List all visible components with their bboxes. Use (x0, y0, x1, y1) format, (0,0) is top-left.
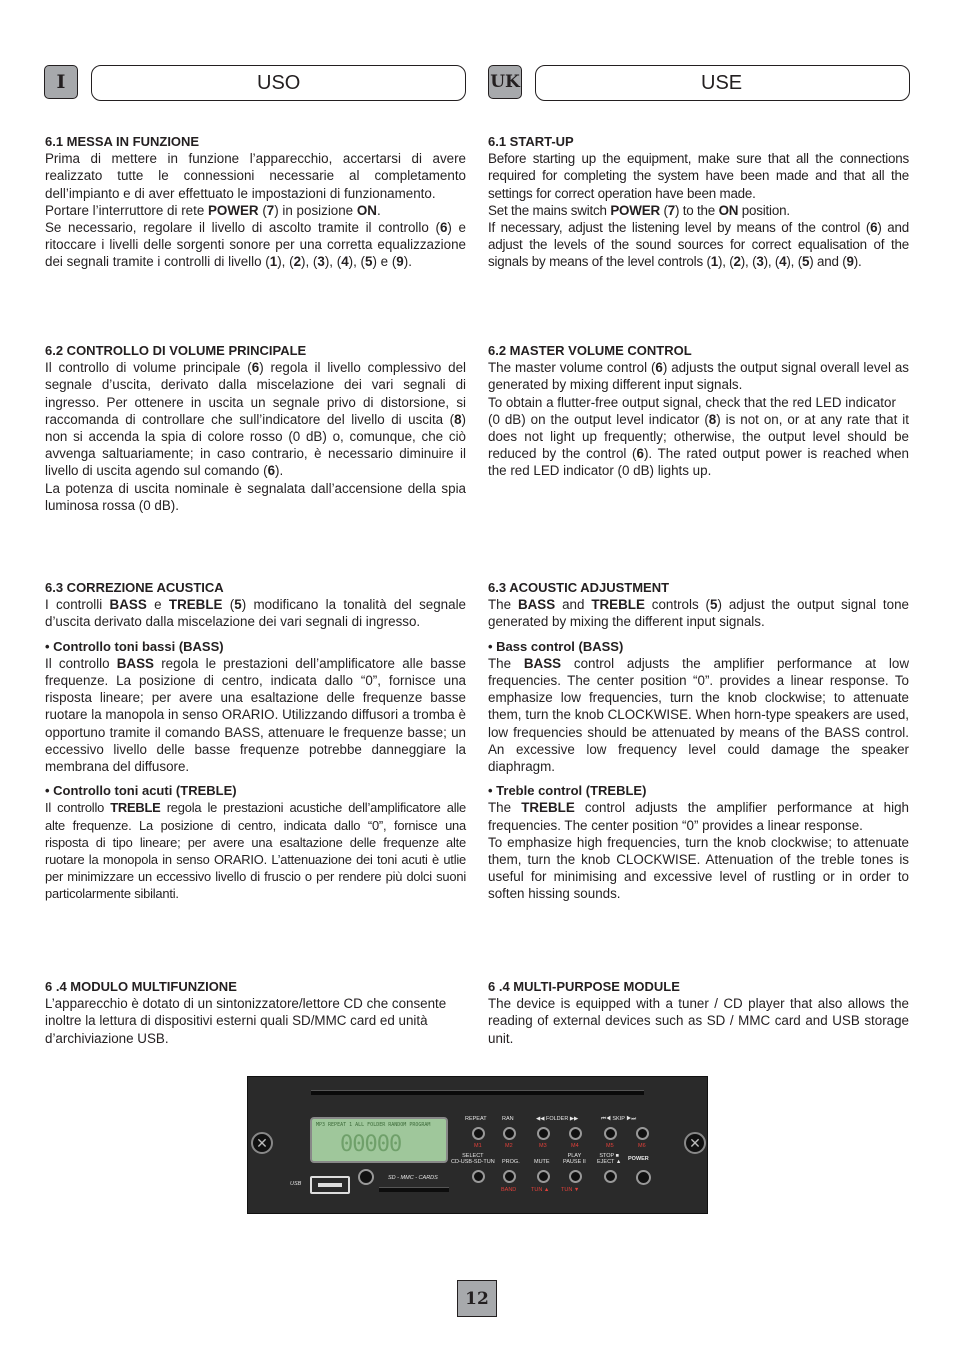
skip-label: ⏮◀ SKIP ▶⏭ (601, 1116, 637, 1122)
aux-knob (358, 1169, 374, 1185)
lcd-indicators: MP3 REPEAT 1 ALL FOLDER RANDOM PROGRAM (316, 1122, 431, 1128)
screw-left-icon: ✕ (251, 1132, 273, 1154)
repeat-label: REPEAT (465, 1116, 487, 1122)
memory-label-3: M3 (539, 1143, 547, 1149)
prog-button (503, 1170, 516, 1183)
folder-next-button (569, 1127, 582, 1140)
stop-eject-button (604, 1170, 617, 1183)
language-badge-it: I (44, 65, 78, 99)
tune-up-label: TUN ▲ (531, 1187, 550, 1193)
heading-6-2-it: 6.2 CONTROLLO DI VOLUME PRINCIPALE (45, 343, 307, 358)
band-label: BAND (501, 1187, 517, 1193)
treble-paragraph-en: The TREBLE control adjusts the amplifier performance at high frequencies. The center position “0” provides a linear response. To emphasize high frequencies, turn the knob clockwise; to attenuate them, turn the knob CLOCKWISE. Attenuation of the treble tones is useful for minimising and excessive level of rustling or in order to soften hissing sounds. (488, 800, 909, 902)
lcd-display (310, 1117, 448, 1163)
play-pause-label: PLAY PAUSE II (563, 1153, 586, 1165)
cd-slot (311, 1090, 644, 1095)
memory-label-6: M6 (638, 1143, 646, 1149)
sd-card-label: SD - MMC - CARDS (388, 1175, 438, 1181)
tune-down-label: TUN ▼ (561, 1187, 580, 1193)
paragraph-6-2-it: Il controllo di volume principale (6) regola il livello complessivo del segnale d’uscita, derivato dalla miscelazione dei vari segnali di ingresso. Per ottenere in uscita un segnale privo di distorsione, si raccomanda di controllare che sull’indicatore del livello di uscita (8) non si accenda la spia di colore rosso (0 dB) o, comunque, che ciò avvenga saltuariamente; in caso contrario, è necessario diminuire il livello di uscita agendo sul comando (6). La potenza di uscita nominale è segnalata dall’accensione della spia luminosa rossa (0 dB). (45, 360, 466, 513)
heading-6-2-en: 6.2 MASTER VOLUME CONTROL (488, 343, 692, 358)
random-button (503, 1127, 516, 1140)
section-title-it: USO (91, 65, 466, 101)
treble-title-en: • Treble control (TREBLE) (488, 783, 647, 799)
skip-next-button (636, 1127, 649, 1140)
paragraph-6-2-en: The master volume control (6) adjusts the output signal overall level as generated by mixing different input signals. To obtain a flutter-free output signal, check that the red LED indicator (0 dB) on the output level indicator (8) is not on, or at any rate that it does not light up frequently; otherwise, the output level should be reduced by the control (6). The rated output power is reached when the red LED indicator (0 dB) lights up. (488, 360, 910, 479)
section-title-uk: USE (535, 65, 910, 101)
mute-button (537, 1170, 550, 1183)
bass-paragraph-it: Il controllo BASS regola le prestazioni dell’amplificatore alle basse frequenze. La posizione di centro, indicata dallo “0”, fornisce una risposta lineare; per avere una esaltazione delle frequenze basse ruotare la manopola in senso ORARIO. Utilizzando diffusori a tromba è opportuno tramite il comando BASS, attenuare le frequenze basse; un eccessivo livello delle basse frequenze potrebbe danneggiare la membrana del diffusore. (45, 655, 466, 775)
heading-6-1-en: 6.1 START-UP (488, 134, 574, 149)
power-label: POWER (628, 1156, 649, 1162)
paragraph-6-3-en: The BASS and TREBLE controls (5) adjust the output signal tone generated by mixing the different input signals. (488, 597, 909, 630)
power-button (636, 1170, 651, 1185)
folder-label: ◀◀ FOLDER ▶▶ (536, 1116, 579, 1122)
bass-title-en: • Bass control (BASS) (488, 638, 624, 654)
heading-6-4-it: 6 .4 MODULO MULTIFUNZIONE (45, 979, 237, 994)
paragraph-6-1-en: Before starting up the equipment, make sure that all the connections required for completing the system have been made and that all the settings for correct operation have been made. Set the mains switch POWER (7) to the ON position. If necessary, adjust the listening level by means of the control (6) and adjust the levels of the sound sources for correct equalisation of the signals by means of the level controls (1), (2), (3), (4), (5) and (9). (488, 151, 909, 270)
heading-6-3-it: 6.3 CORREZIONE ACUSTICA (45, 580, 224, 595)
lcd-digits: 00000 (340, 1132, 402, 1157)
repeat-button (472, 1127, 485, 1140)
play-pause-button (569, 1170, 582, 1183)
language-badge-uk: UK (488, 65, 522, 99)
usb-label: USB (290, 1181, 302, 1187)
select-source-button (472, 1170, 485, 1183)
folder-prev-button (537, 1127, 550, 1140)
screw-right-icon: ✕ (684, 1132, 706, 1154)
paragraph-6-1-it: Prima di mettere in funzione l’apparecchio, accertarsi di avere realizzato tutte le connessioni necessarie al completamento dell’impianto e di aver effettuato le impostazioni di funzionamento. Portare l’interruttore di rete POWER (7) in posizione ON. Se necessario, regolare il livello di ascolto tramite il controllo (6) e ritoccare i livelli delle sorgenti sonore per una corretta equalizzazione dei segnali tramite i controlli di livello (1), (2), (3), (4), (5) e (9). (45, 151, 466, 270)
treble-title-it: • Controllo toni acuti (TREBLE) (45, 783, 237, 799)
paragraph-6-4-en: The device is equipped with a tuner / CD player that also allows the reading of external devices such as SD / MMC card and USB storage unit. (488, 996, 909, 1046)
multifunction-module-panel (247, 1076, 708, 1214)
bass-paragraph-en: The BASS control adjusts the amplifier performance at low frequencies. The center position “0”. provides a linear response. To emphasize low frequencies, turn the knob clockwise; to attenuate them, turn the knob CLOCKWISE. When horn-type speakers are used, low frequencies should be attenuated by means of the BASS control. An excessive low frequency level could damage the speaker diaphragm. (488, 655, 910, 775)
stop-eject-label: STOP ■ EJECT ▲ (597, 1153, 622, 1165)
heading-6-4-en: 6 .4 MULTI-PURPOSE MODULE (488, 979, 680, 994)
bass-title-it: • Controllo toni bassi (BASS) (45, 638, 224, 654)
memory-label-4: M4 (571, 1143, 579, 1149)
usb-port (310, 1176, 350, 1194)
select-label: SELECT CD-USB-SD-TUN (451, 1153, 495, 1165)
heading-6-1-it: 6.1 MESSA IN FUNZIONE (45, 134, 200, 149)
skip-prev-button (604, 1127, 617, 1140)
prog-label: PROG. (502, 1159, 520, 1165)
paragraph-6-3-it: I controlli BASS e TREBLE (5) modificano la tonalità del segnale d’uscita derivato dalla miscelazione dei vari segnali di ingresso. (45, 597, 466, 630)
memory-label-5: M5 (606, 1143, 614, 1149)
memory-label-2: M2 (505, 1143, 513, 1149)
heading-6-3-en: 6.3 ACOUSTIC ADJUSTMENT (488, 580, 670, 595)
memory-label-1: M1 (474, 1143, 482, 1149)
page-number: 12 (457, 1280, 497, 1317)
treble-paragraph-it: Il controllo TREBLE regola le prestazioni acustiche dell’amplificatore alle alte frequenze. La posizione di centro, indicata dallo “0”, fornisce una risposta di tipo lineare; per avere una esaltazione delle frequenze alte ruotare la monopola in senso ORARIO. L’attenuazione dei toni acuti è utlie per minimizzare un eccessivo livello di fruscio o per rendere più dolci suoni particolarmente sibilanti. (45, 800, 466, 902)
paragraph-6-4-it: L’apparecchio è dotato di un sintonizzatore/lettore CD che consente inoltre la lettura di dispositivi esterni quali SD/MMC card ed unità d’archiviazione USB. (45, 996, 447, 1046)
sd-card-slot (379, 1187, 449, 1192)
mute-label: MUTE (534, 1159, 550, 1165)
random-label: RAN (502, 1116, 514, 1122)
